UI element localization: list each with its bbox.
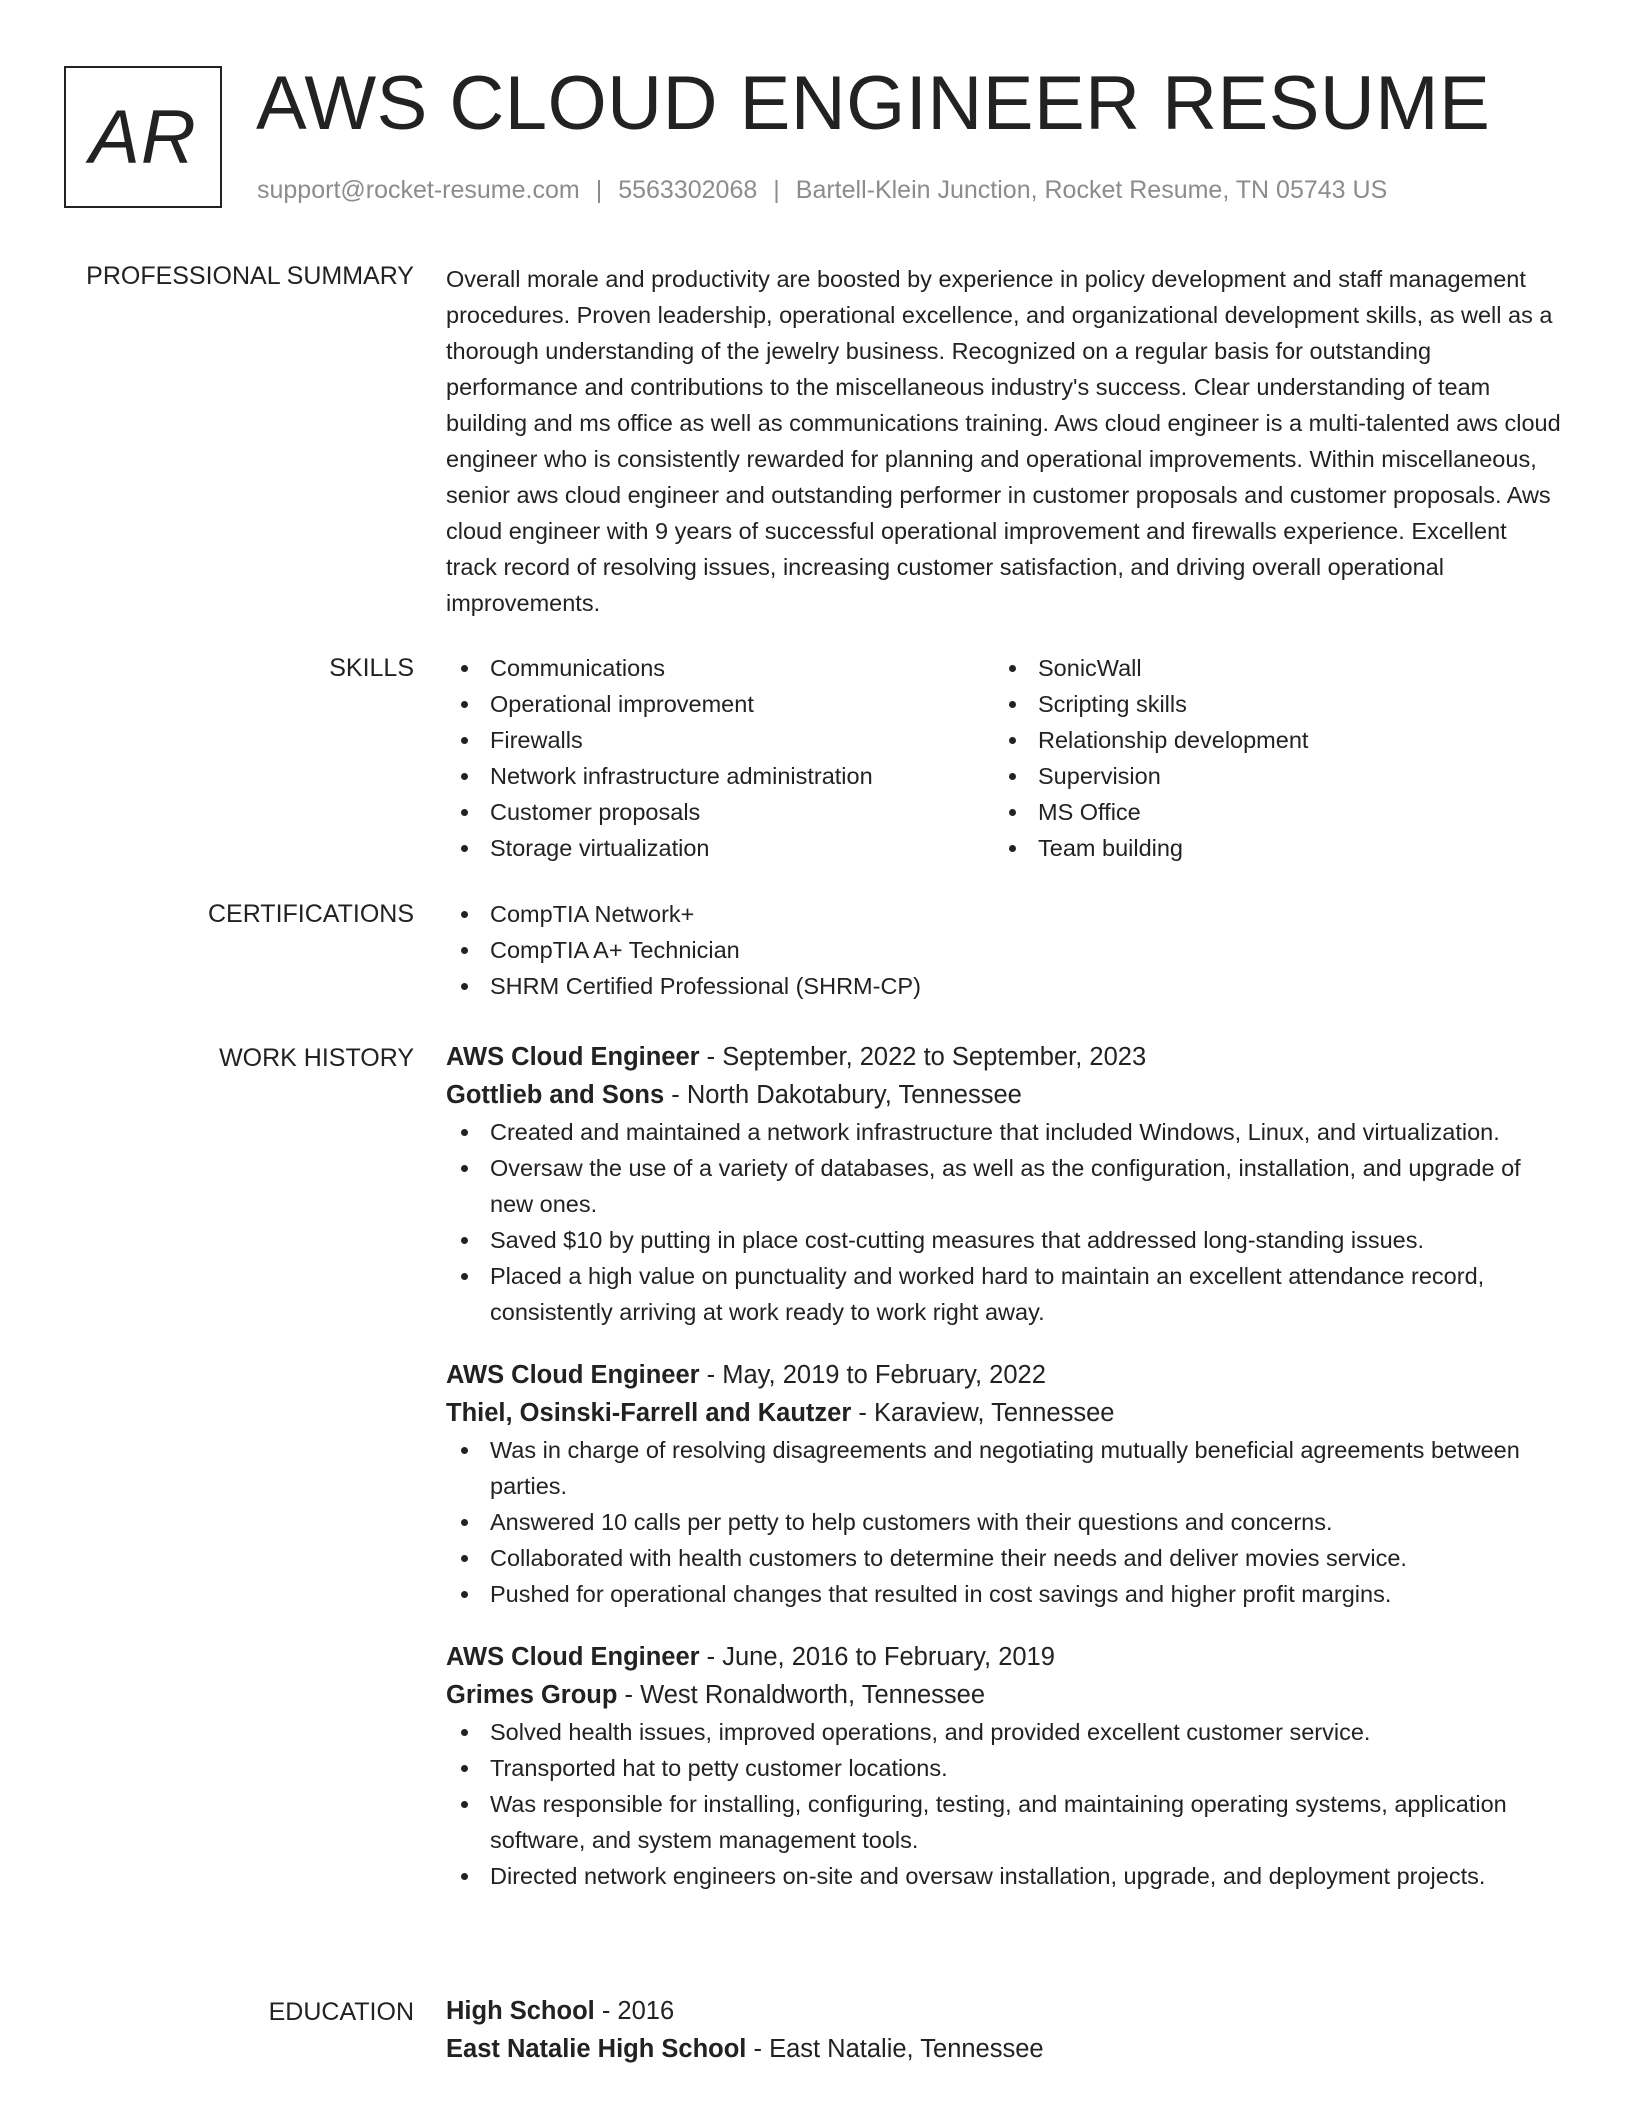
job-title: AWS Cloud Engineer	[446, 1043, 700, 1071]
section-label-education: EDUCATION	[268, 1998, 414, 2026]
summary-text: Overall morale and productivity are boosted by experience in policy development and staff management procedures. Proven leadership, operational excellence, and organizational development skills, as well as a thorough understanding of the jewelry business. Recognized on a regular basis for outstanding performance and contributions to the miscellaneous industry's success. Clear understanding of team building and ms office as well as communications training. Aws cloud engineer is a multi-talented aws cloud engineer who is consistently rewarded for planning and operational improvements. Within miscellaneous, senior aws cloud engineer and outstanding performer in customer proposals and customer proposals. Aws cloud engineer with 9 years of successful operational improvement and firewalls experience. Excellent track record of resolving issues, increasing customer satisfaction, and driving overall operational improvements.	[446, 266, 1561, 616]
job-bullets	[446, 1714, 1562, 1894]
job-bullets	[446, 1432, 1562, 1612]
job-bullets	[446, 1114, 1562, 1330]
skill-item: Firewalls	[446, 722, 994, 758]
contact-separator: |	[773, 176, 780, 204]
job-title-line	[446, 1638, 1562, 1676]
job-title-line	[446, 1038, 1562, 1076]
education-school: East Natalie High School	[446, 2035, 747, 2063]
job-bullet: Saved $10 by putting in place cost-cutting measures that addressed long-standing issues.	[446, 1222, 1562, 1258]
skill-item: Team building	[994, 830, 1542, 866]
section-label-summary: PROFESSIONAL SUMMARY	[86, 262, 414, 290]
skill-item: Communications	[446, 650, 994, 686]
contact-line	[257, 172, 1387, 208]
certification-item: CompTIA Network+	[446, 896, 1562, 932]
job-bullet: Pushed for operational changes that resulted in cost savings and higher profit margins.	[446, 1576, 1562, 1612]
contact-phone[interactable]: 5563302068	[618, 176, 758, 204]
certification-item: CompTIA A+ Technician	[446, 932, 1562, 968]
skill-item: SonicWall	[994, 650, 1542, 686]
job-company-line	[446, 1394, 1562, 1432]
job-bullet: Oversaw the use of a variety of databases, as well as the configuration, installation, and upgrade of new ones.	[446, 1150, 1562, 1222]
education-degree-line	[446, 1992, 1562, 2030]
job-company-line	[446, 1076, 1562, 1114]
resume-title: AWS CLOUD ENGINEER RESUME	[256, 61, 1491, 146]
job-bullet: Transported hat to petty customer locations.	[446, 1750, 1562, 1786]
summary-body	[446, 261, 1562, 621]
education-degree: High School	[446, 1997, 595, 2025]
job-bullet: Directed network engineers on-site and oversaw installation, upgrade, and deployment projects.	[446, 1858, 1562, 1894]
job-dates: - September, 2022 to September, 2023	[699, 1043, 1147, 1071]
monogram-initials: AR	[89, 94, 197, 180]
job-entry	[446, 1356, 1562, 1612]
skill-item: Customer proposals	[446, 794, 994, 830]
certification-item: SHRM Certified Professional (SHRM-CP)	[446, 968, 1562, 1004]
job-location: - Karaview, Tennessee	[851, 1399, 1115, 1427]
section-label-certifications: CERTIFICATIONS	[207, 900, 414, 928]
job-entry	[446, 1038, 1562, 1330]
job-company: Grimes Group	[446, 1681, 618, 1709]
education-body	[446, 1992, 1562, 2068]
job-dates: - June, 2016 to February, 2019	[699, 1643, 1055, 1671]
skill-item: Operational improvement	[446, 686, 994, 722]
skill-item: Scripting skills	[994, 686, 1542, 722]
job-location: - North Dakotabury, Tennessee	[664, 1081, 1022, 1109]
education-year: - 2016	[594, 1997, 675, 2025]
monogram-box	[64, 66, 222, 208]
skill-item: MS Office	[994, 794, 1542, 830]
job-title: AWS Cloud Engineer	[446, 1643, 700, 1671]
skills-column-right	[994, 650, 1542, 866]
job-title-line	[446, 1356, 1562, 1394]
contact-address: Bartell-Klein Junction, Rocket Resume, TN 05743 US	[795, 176, 1388, 204]
skill-item: Relationship development	[994, 722, 1542, 758]
job-bullet: Placed a high value on punctuality and worked hard to maintain an excellent attendance record, consistently arriving at work ready to work right away.	[446, 1258, 1562, 1330]
job-bullet: Created and maintained a network infrastructure that included Windows, Linux, and virtualization.	[446, 1114, 1562, 1150]
job-company-line	[446, 1676, 1562, 1714]
skill-item: Supervision	[994, 758, 1542, 794]
job-bullet: Solved health issues, improved operations, and provided excellent customer service.	[446, 1714, 1562, 1750]
section-label-skills: SKILLS	[329, 654, 414, 682]
section-label-work-history: WORK HISTORY	[219, 1044, 414, 1072]
work-history-body	[446, 1038, 1562, 1894]
job-location: - West Ronaldworth, Tennessee	[617, 1681, 986, 1709]
job-bullet: Was responsible for installing, configuring, testing, and maintaining operating systems, application software, and system management tools.	[446, 1786, 1562, 1858]
skills-body	[446, 650, 1562, 866]
education-location: - East Natalie, Tennessee	[746, 2035, 1044, 2063]
job-company: Gottlieb and Sons	[446, 1081, 665, 1109]
job-dates: - May, 2019 to February, 2022	[699, 1361, 1046, 1389]
job-entry	[446, 1638, 1562, 1894]
job-bullet: Was in charge of resolving disagreements and negotiating mutually beneficial agreements between parties.	[446, 1432, 1562, 1504]
skills-column-left	[446, 650, 994, 866]
job-company: Thiel, Osinski-Farrell and Kautzer	[446, 1399, 852, 1427]
job-title: AWS Cloud Engineer	[446, 1361, 700, 1389]
job-bullet: Answered 10 calls per petty to help customers with their questions and concerns.	[446, 1504, 1562, 1540]
certifications-body	[446, 896, 1562, 1004]
education-school-line	[446, 2030, 1562, 2068]
job-bullet: Collaborated with health customers to determine their needs and deliver movies service.	[446, 1540, 1562, 1576]
contact-separator: |	[595, 176, 603, 204]
contact-email[interactable]: support@rocket-resume.com	[257, 176, 580, 204]
skill-item: Network infrastructure administration	[446, 758, 994, 794]
skill-item: Storage virtualization	[446, 830, 994, 866]
